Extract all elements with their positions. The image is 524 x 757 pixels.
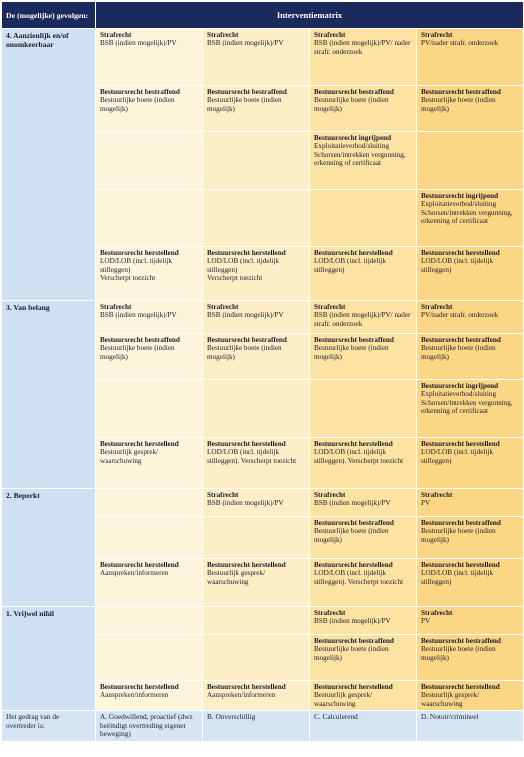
intervention-type: Strafrecht	[207, 303, 239, 311]
intervention-measure: BSB (indien mogelijk)/PV	[207, 499, 284, 508]
intervention-measure: Bestuurlijke boete (indien mogelijk)	[100, 96, 175, 113]
matrix-cell	[96, 681, 203, 711]
matrix-cell	[417, 132, 524, 190]
matrix-cell	[310, 190, 417, 247]
intervention-type: Bestuursrecht bestraffend	[207, 88, 287, 96]
matrix-cell	[203, 438, 310, 489]
behaviour-type-d: D. Notoir/crimineel	[417, 711, 524, 742]
intervention-matrix	[1, 1, 524, 742]
intervention-measure: Bestuurlijk gesprek/ waarschuwing	[421, 691, 480, 708]
matrix-cell	[96, 190, 203, 247]
intervention-measure: Bestuurlijk gesprek/ waarschuwing	[100, 448, 159, 465]
intervention-type: Strafrecht	[314, 31, 346, 39]
consequence-level: 3. Van belang	[2, 301, 96, 489]
matrix-cell	[203, 334, 310, 380]
matrix-cell	[96, 489, 203, 517]
intervention-type: Bestuursrecht bestraffend	[314, 519, 394, 527]
intervention-type: Bestuursrecht bestraffend	[314, 336, 394, 344]
behaviour-type-a: A. Goedwillend, proactief (dwz beëindigt overtreding eigener beweging)	[96, 711, 203, 742]
intervention-type: Strafrecht	[421, 31, 453, 39]
intervention-measure: BSB (indien mogelijk)/PV	[207, 39, 284, 48]
intervention-type: Bestuursrecht bestraffend	[421, 88, 501, 96]
matrix-cell	[203, 86, 310, 132]
matrix-cell	[310, 517, 417, 559]
intervention-type: Bestuursrecht herstellend	[314, 440, 393, 448]
intervention-type: Bestuursrecht herstellend	[100, 561, 179, 569]
intervention-type: Bestuursrecht ingrijpend	[314, 134, 392, 142]
intervention-measure: Bestuurlijk gesprek/ waarschuwing	[207, 569, 266, 586]
matrix-cell	[96, 247, 203, 301]
matrix-cell	[417, 86, 524, 132]
intervention-type: Bestuursrecht herstellend	[100, 249, 179, 257]
intervention-measure: BSB (indien mogelijk)/PV/ nader strafr. onderzoek	[314, 39, 411, 56]
matrix-cell	[417, 190, 524, 247]
intervention-type: Bestuursrecht bestraffend	[100, 88, 180, 96]
consequences-label: De (mogelijke) gevolgen:	[2, 2, 96, 29]
intervention-measure: LOD/LOB (incl. tijdelijk stilleggen). Verscherpt toezicht	[314, 569, 404, 586]
matrix-cell	[203, 190, 310, 247]
matrix-row	[2, 607, 524, 635]
intervention-type: Bestuursrecht herstellend	[100, 683, 179, 691]
intervention-measure: LOD/LOB (incl. tijdelijk stilleggen)	[421, 448, 494, 465]
intervention-type: Strafrecht	[314, 491, 346, 499]
consequence-level: 2. Beperkt	[2, 489, 96, 607]
intervention-measure: Bestuurlijke boete (indien mogelijk)	[314, 527, 389, 544]
intervention-measure: Bestuurlijke boete (indien mogelijk)	[421, 344, 496, 361]
matrix-cell	[310, 380, 417, 438]
consequence-level: 1. Vrijwel nihil	[2, 607, 96, 711]
matrix-cell	[310, 438, 417, 489]
matrix-row	[2, 29, 524, 86]
matrix-title: Interventiematrix	[96, 2, 524, 29]
matrix-cell	[96, 301, 203, 334]
intervention-measure: LOD/LOB (incl. tijdelijk stilleggen). Verscherpt toezicht	[314, 448, 404, 465]
matrix-cell	[96, 438, 203, 489]
intervention-measure: Bestuurlijke boete (indien mogelijk)	[421, 645, 496, 662]
intervention-type: Bestuursrecht herstellend	[207, 683, 286, 691]
intervention-measure: Bestuurlijke boete (indien mogelijk)	[100, 344, 175, 361]
intervention-type: Bestuursrecht ingrijpend	[421, 192, 499, 200]
intervention-measure: LOD/LOB (incl. tijdelijk stilleggen)	[314, 257, 387, 274]
matrix-cell	[96, 559, 203, 607]
intervention-measure: Schorsen/intrekken vergunning, erkenning of certificaat	[421, 398, 513, 416]
matrix-cell	[203, 29, 310, 86]
matrix-cell	[417, 438, 524, 489]
intervention-measure: LOD/LOB (incl. tijdelijk stilleggen)	[100, 257, 173, 274]
matrix-row	[2, 489, 524, 517]
matrix-cell	[96, 517, 203, 559]
matrix-cell	[310, 681, 417, 711]
intervention-type: Bestuursrecht herstellend	[314, 561, 393, 569]
behaviour-type-b: B. Onverschillig	[203, 711, 310, 742]
intervention-measure: Schorsen/intrekken vergunning, erkenning of certificaat	[421, 208, 513, 226]
intervention-measure: Bestuurlijke boete (indien mogelijk)	[421, 96, 496, 113]
intervention-type: Strafrecht	[314, 609, 346, 617]
matrix-cell	[310, 607, 417, 635]
intervention-measure: Exploitatieverbod/sluiting	[421, 390, 497, 399]
intervention-type: Strafrecht	[207, 491, 239, 499]
matrix-cell	[310, 247, 417, 301]
matrix-cell	[310, 635, 417, 681]
intervention-measure: Bestuurlijke boete (indien mogelijk)	[207, 344, 282, 361]
matrix-cell	[310, 29, 417, 86]
matrix-cell	[203, 681, 310, 711]
intervention-type: Strafrecht	[100, 303, 132, 311]
intervention-measure: Aanspreken/informeren	[207, 691, 276, 700]
intervention-type: Strafrecht	[421, 491, 453, 499]
matrix-cell	[417, 334, 524, 380]
matrix-cell	[203, 517, 310, 559]
intervention-measure: Exploitatieverbod/sluiting	[314, 142, 390, 151]
intervention-measure: Verscherpt toezicht	[100, 274, 156, 283]
matrix-cell	[417, 489, 524, 517]
intervention-type: Strafrecht	[421, 609, 453, 617]
intervention-measure: Bestuurlijke boete (indien mogelijk)	[207, 96, 282, 113]
behaviour-label: Het gedrag van de overtreder is:	[2, 711, 96, 742]
matrix-cell	[417, 247, 524, 301]
matrix-cell	[203, 132, 310, 190]
intervention-type: Bestuursrecht herstellend	[314, 249, 393, 257]
intervention-type: Bestuursrecht herstellend	[207, 440, 286, 448]
intervention-measure: PV	[421, 499, 431, 508]
consequence-level: 4. Aanzienlijk en/of onomkeerbaar	[2, 29, 96, 301]
intervention-type: Strafrecht	[314, 303, 346, 311]
matrix-cell	[96, 334, 203, 380]
intervention-measure: Exploitatieverbod/sluiting	[421, 200, 497, 209]
intervention-measure: PV/nader strafr. onderzoek	[421, 311, 499, 320]
intervention-type: Bestuursrecht bestraffend	[207, 336, 287, 344]
matrix-cell	[96, 29, 203, 86]
intervention-type: Bestuursrecht herstellend	[421, 561, 500, 569]
matrix-cell	[417, 635, 524, 681]
intervention-type: Bestuursrecht bestraffend	[314, 88, 394, 96]
intervention-type: Strafrecht	[207, 31, 239, 39]
intervention-type: Bestuursrecht herstellend	[100, 440, 179, 448]
intervention-type: Strafrecht	[421, 303, 453, 311]
intervention-measure: Aanspreken/informeren	[100, 691, 169, 700]
matrix-cell	[96, 380, 203, 438]
intervention-measure: LOD/LOB (incl. tijdelijk stilleggen). Verscherpt toezicht	[207, 448, 297, 465]
intervention-type: Bestuursrecht herstellend	[421, 683, 500, 691]
intervention-type: Bestuursrecht herstellend	[421, 249, 500, 257]
header-row	[2, 2, 524, 29]
matrix-cell	[310, 334, 417, 380]
matrix-cell	[310, 86, 417, 132]
intervention-measure: LOD/LOB (incl. tijdelijk stilleggen)	[421, 257, 494, 274]
intervention-measure: LOD/LOB (incl. tijdelijk stilleggen)	[207, 257, 280, 274]
intervention-type: Bestuursrecht herstellend	[314, 683, 393, 691]
intervention-measure: BSB (indien mogelijk)/PV	[314, 617, 391, 626]
intervention-measure: Verscherpt toezicht	[207, 274, 263, 283]
intervention-measure: Bestuurlijke boete (indien mogelijk)	[314, 344, 389, 361]
matrix-cell	[203, 635, 310, 681]
matrix-cell	[203, 607, 310, 635]
intervention-measure: BSB (indien mogelijk)/PV	[100, 311, 177, 320]
intervention-measure: Bestuurlijke boete (indien mogelijk)	[314, 645, 389, 662]
matrix-cell	[203, 380, 310, 438]
matrix-cell	[417, 559, 524, 607]
matrix-cell	[417, 681, 524, 711]
matrix-cell	[310, 132, 417, 190]
matrix-cell	[203, 301, 310, 334]
intervention-measure: Bestuurlijke boete (indien mogelijk)	[314, 96, 389, 113]
intervention-type: Bestuursrecht bestraffend	[421, 637, 501, 645]
matrix-cell	[203, 247, 310, 301]
intervention-type: Bestuursrecht herstellend	[207, 561, 286, 569]
matrix-cell	[96, 132, 203, 190]
intervention-measure: PV	[421, 617, 431, 626]
intervention-type: Bestuursrecht bestraffend	[314, 637, 394, 645]
matrix-cell	[417, 607, 524, 635]
intervention-measure: PV/nader strafr. onderzoek	[421, 39, 499, 48]
intervention-measure: Schorsen/intrekken vergunning, erkenning of certificaat	[314, 150, 406, 168]
matrix-cell	[310, 301, 417, 334]
intervention-measure: BSB (indien mogelijk)/PV	[314, 499, 391, 508]
matrix-cell	[96, 86, 203, 132]
behaviour-type-c: C. Calculerend	[310, 711, 417, 742]
intervention-measure: BSB (indien mogelijk)/PV/ nader strafr. onderzoek	[314, 311, 411, 328]
intervention-measure: Aanspreken/informeren	[100, 569, 169, 578]
intervention-type: Bestuursrecht bestraffend	[421, 336, 501, 344]
behaviour-row	[2, 711, 524, 742]
matrix-cell	[203, 489, 310, 517]
matrix-cell	[417, 29, 524, 86]
matrix-cell	[310, 489, 417, 517]
intervention-type: Strafrecht	[100, 31, 132, 39]
matrix-cell	[417, 380, 524, 438]
matrix-cell	[96, 607, 203, 635]
matrix-cell	[203, 559, 310, 607]
intervention-type: Bestuursrecht bestraffend	[100, 336, 180, 344]
matrix-cell	[96, 635, 203, 681]
intervention-measure: BSB (indien mogelijk)/PV	[100, 39, 177, 48]
matrix-cell	[417, 301, 524, 334]
intervention-measure: LOD/LOB (incl. tijdelijk stilleggen)	[421, 569, 494, 586]
matrix-row	[2, 301, 524, 334]
intervention-type: Bestuursrecht herstellend	[207, 249, 286, 257]
matrix-cell	[417, 517, 524, 559]
matrix-cell	[310, 559, 417, 607]
intervention-type: Bestuursrecht bestraffend	[421, 519, 501, 527]
intervention-measure: Bestuurlijke boete (indien mogelijk)	[421, 527, 496, 544]
intervention-type: Bestuursrecht herstellend	[421, 440, 500, 448]
intervention-type: Bestuursrecht ingrijpend	[421, 382, 499, 390]
intervention-measure: Bestuurlijk gesprek/ waarschuwing	[314, 691, 373, 708]
intervention-measure: BSB (indien mogelijk)/PV	[207, 311, 284, 320]
